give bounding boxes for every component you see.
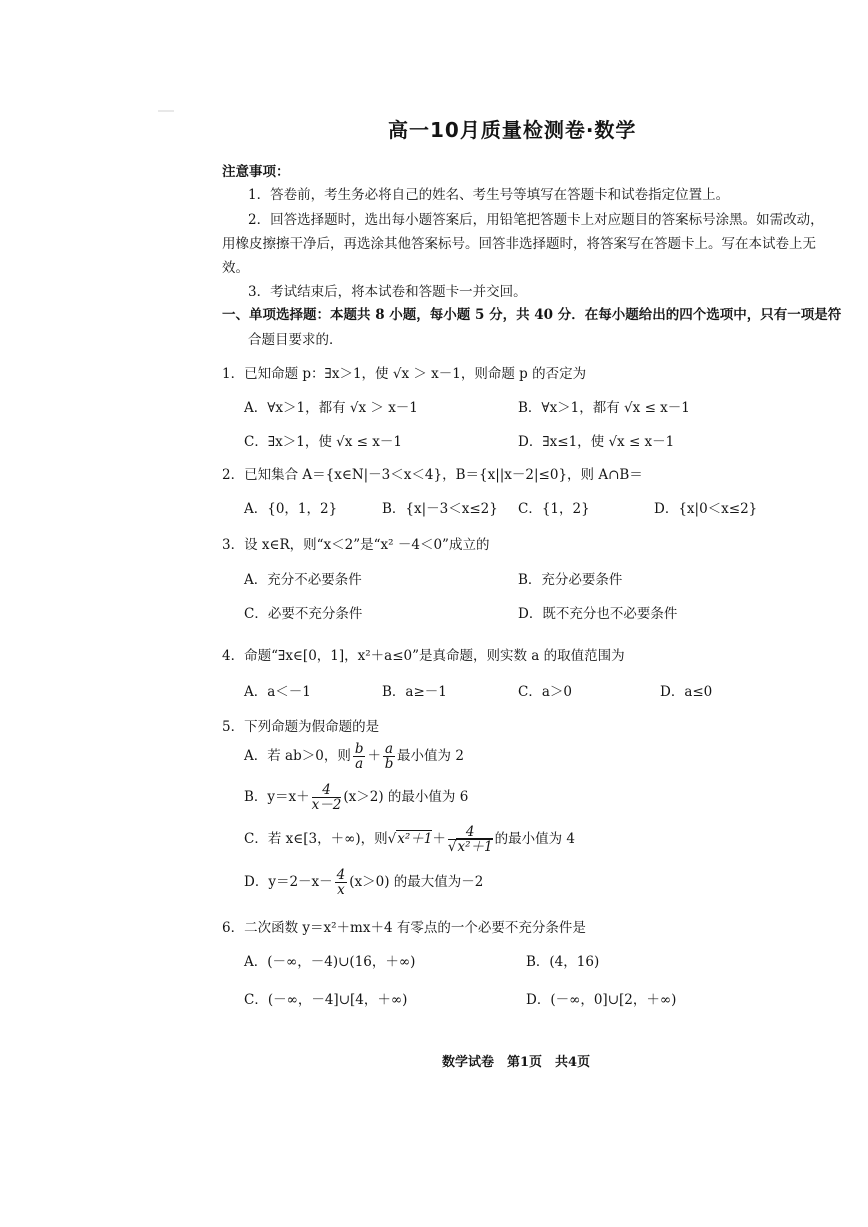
square-root: x²＋1 [397,831,433,848]
question-6-option-c: C．(－∞，－4]∪[4，＋∞) [244,992,408,1008]
numerator: b [354,741,364,757]
option-a-suffix: 最小值为 2 [397,748,464,765]
section-1-heading-cont: 合题目要求的． [248,332,343,348]
numerator: 4 [448,825,493,840]
numerator: 4 [312,783,342,798]
root-radicand: x²＋1 [457,839,493,856]
option-c-prefix: C．若 x∈[3，＋∞)，则 [244,831,388,848]
page-footer: 数学试卷 第1页 共4页 [442,1055,591,1070]
question-1-option-b: B．∀x＞1，都有 √x ≤ x－1 [518,400,690,416]
question-6-option-b: B．(4，16) [526,954,600,970]
option-d-suffix: (x＞0) 的最大值为－2 [349,874,484,891]
option-a-prefix: A．若 ab＞0，则 [244,748,351,765]
option-d-prefix: D．y＝2－x－ [244,874,333,891]
denominator-root: √x²＋1 [447,839,493,856]
notice-item-2-end: 效。 [222,260,249,276]
question-6-stem: 6．二次函数 y＝x²＋mx＋4 有零点的一个必要不充分条件是 [222,920,586,936]
question-4-option-d: D．a≤0 [660,684,713,700]
question-4-stem: 4．命题“∃x∈[0，1]，x²＋a≤0”是真命题，则实数 a 的取值范围为 [222,648,625,664]
question-3-option-d: D．既不充分也不必要条件 [518,606,678,622]
denominator: a [355,756,364,773]
denominator: x－2 [311,797,342,814]
question-4-option-a: A．a＜－1 [244,684,311,700]
option-c-suffix: 的最小值为 4 [494,831,575,848]
plus-sign: ＋ [432,831,446,848]
question-3-option-a: A．充分不必要条件 [244,572,362,588]
question-3-option-c: C．必要不充分条件 [244,606,363,622]
question-3-option-b: B．充分必要条件 [518,572,623,588]
fraction-4-over-root [448,825,493,854]
question-4-option-b: B．a≥－1 [382,684,447,700]
plus-sign: ＋ [367,748,381,765]
page-title: 高一10月质量检测卷·数学 [388,118,637,142]
option-b-prefix: B．y＝x＋ [244,789,310,806]
numerator: 4 [336,867,346,883]
question-5-option-b [244,783,468,812]
question-2-option-b: B．{x|－3＜x≤2} [382,501,498,517]
notice-item-3: 3．考试结束后，将本试卷和答题卡一并交回。 [248,284,527,300]
question-4-option-c: C．a＞0 [518,684,572,700]
question-1-option-a: A．∀x＞1，都有 √x ＞ x－1 [244,400,418,416]
denominator: b [384,756,394,773]
fraction-a-over-b [383,742,395,771]
fraction-4-over-x-minus-2 [312,783,342,812]
question-3-stem: 3．设 x∈R，则“x＜2”是“x² －4＜0”成立的 [222,537,490,553]
question-2-option-d: D．{x|0＜x≤2} [654,501,758,517]
question-5-stem: 5．下列命题为假命题的是 [222,719,380,735]
question-1-option-c: C．∃x＞1，使 √x ≤ x－1 [244,434,402,450]
fraction-b-over-a [353,742,366,771]
question-2-stem: 2．已知集合 A＝{x∈N|－3＜x＜4}，B＝{x||x－2|≤0}，则 A∩B＝ [222,467,643,483]
question-5-option-d [244,868,483,897]
section-1-heading: 一、单项选择题：本题共 8 小题，每小题 5 分，共 40 分．在每小题给出的四个选项中，只有一项是符 [222,307,842,323]
question-2-option-a: A．{0，1，2} [244,501,338,517]
scan-mark [158,110,174,112]
fraction-4-over-x [335,868,348,897]
question-2-option-c: C．{1，2} [518,501,590,517]
notice-item-2: 2．回答选择题时，选出每小题答案后，用铅笔把答题卡上对应题目的答案标号涂黑。如需改动， [248,212,824,228]
question-5-option-c: C．若 x∈[3，＋∞)，则√x²＋1＋ $\frac{4}{\text{√x²＋1}}$ 的最小值为 4 [244,824,575,856]
question-1-stem: 1．已知命题 p：∃x＞1，使 √x ＞ x－1，则命题 p 的否定为 [222,366,587,382]
notice-item-1: 1．答卷前，考生务必将自己的姓名、考生号等填写在答题卡和试卷指定位置上。 [248,187,730,203]
question-5-option-a [244,742,464,771]
denominator: x [337,882,345,899]
question-6-option-d: D．(－∞，0]∪[2，＋∞) [526,992,677,1008]
option-b-suffix: (x＞2) 的最小值为 6 [343,789,469,806]
notice-item-2-cont: 用橡皮擦擦干净后，再选涂其他答案标号。回答非选择题时，将答案写在答题卡上。写在本试卷上无 [222,236,816,252]
numerator: a [384,741,394,757]
question-1-option-d: D．∃x≤1，使 √x ≤ x－1 [518,434,675,450]
question-6-option-a: A．(－∞，－4)∪(16，＋∞) [244,954,416,970]
notice-heading: 注意事项： [222,164,290,180]
